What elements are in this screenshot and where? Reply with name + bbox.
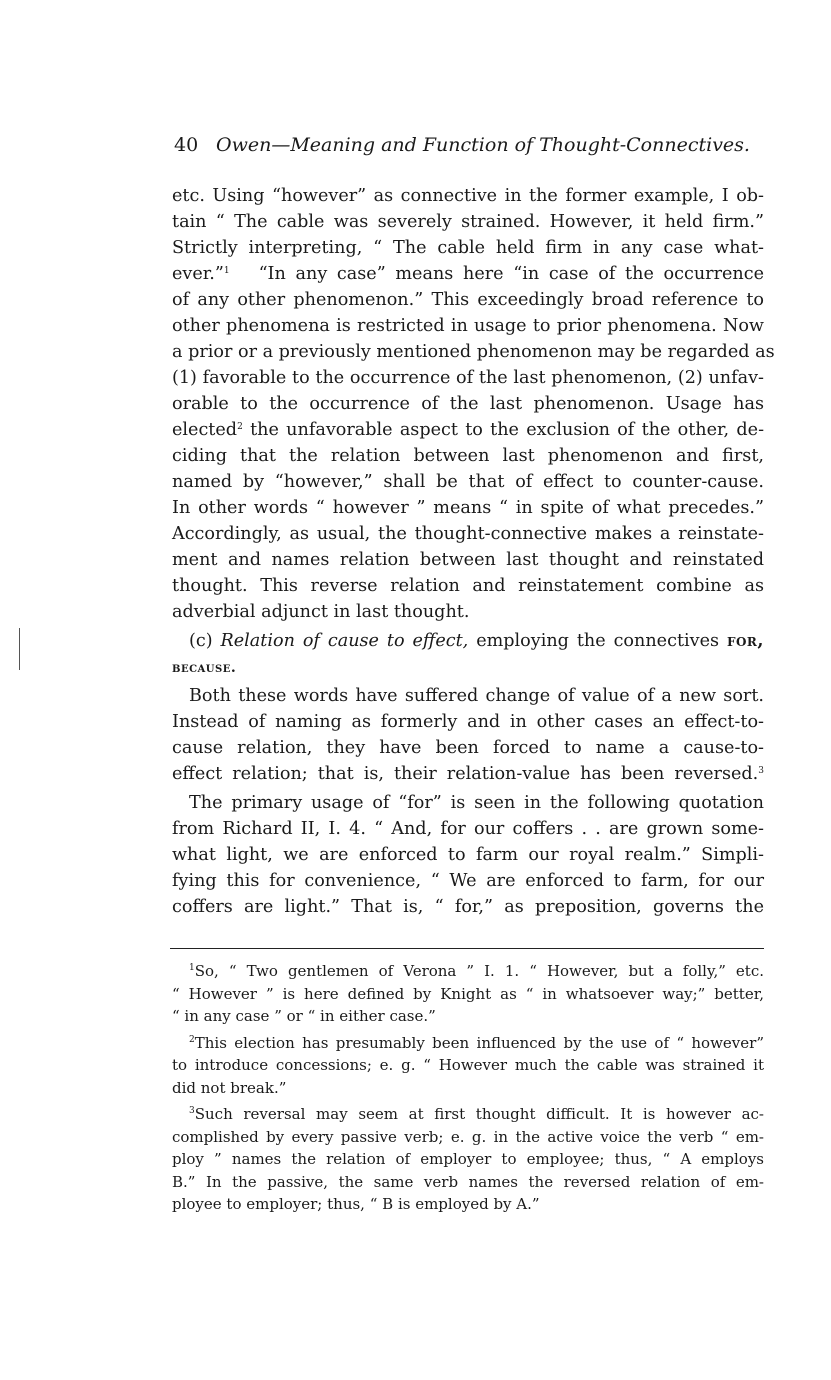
footnote-rule: [170, 948, 764, 949]
footnote-line: “ in any case ” or “ in either case.”: [172, 1007, 436, 1025]
body-line: thought. This reverse relation and reinstatement combine as: [172, 576, 764, 596]
body-text-span: “In any case” means here “in case of the occurrence: [258, 264, 764, 284]
section-title: Relation of cause to effect,: [220, 631, 469, 651]
body-text-span: the unfavorable aspect to the exclusion of the other, de-: [250, 420, 765, 440]
body-line: Instead of naming as formerly and in other cases an effect-to-: [172, 712, 764, 732]
body-line: what light, we are enforced to farm our royal realm.” Simpli-: [172, 845, 764, 865]
body-line: Strictly interpreting, “ The cable held firm in any case what-: [172, 238, 764, 258]
body-line: ciding that the relation between last phenomenon and first,: [172, 446, 764, 466]
footnote-number: 2: [189, 1034, 195, 1045]
footnote-line: B.” In the passive, the same verb names the reversed relation of em-: [172, 1172, 764, 1191]
body-line: Both these words have suffered change of value of a new sort.: [189, 686, 764, 706]
body-line: a prior or a previously mentioned phenomenon may be regarded as: [172, 342, 775, 362]
footnote-marker: 1: [223, 266, 230, 276]
body-line: coffers are light.” That is, “ for,” as preposition, governs the: [172, 897, 764, 917]
footnote-line: “ However ” is here defined by Knight as “ in whatsoever way;” better,: [172, 984, 764, 1003]
footnote-number: 1: [189, 963, 195, 973]
running-header: [174, 134, 760, 156]
body-line: fying this for convenience, “ We are enforced to farm, for our: [172, 871, 764, 891]
section-heading-line: [172, 628, 764, 654]
section-label: (c): [189, 631, 213, 651]
body-line: adverbial adjunct in last thought.: [172, 602, 470, 622]
footnote-line: did not break.”: [172, 1078, 287, 1097]
body-line: from Richard II, I. 4. “ And, for our coffers . . are grown some-: [172, 819, 764, 839]
body-line: orable to the occurrence of the last phenomenon. Usage has: [172, 394, 764, 414]
body-text-span: effect relation; that is, their relation-value has been reversed.: [172, 764, 759, 784]
body-line: of any other phenomenon.” This exceedingly broad reference to: [172, 290, 764, 310]
footnote-text: Such reversal may seem at first thought difficult. It is however ac-: [194, 1105, 764, 1123]
body-line: [172, 654, 764, 680]
body-line: other phenomena is restricted in usage to prior phenomena. Now: [172, 316, 764, 336]
footnote-text: So, “ Two gentlemen of Verona ” I. 1. “ However, but a folly,” etc.: [194, 962, 764, 980]
body-line: [172, 417, 764, 443]
footnotes: [172, 960, 764, 1216]
connective-keyword: for,: [726, 630, 765, 651]
footnote-line: ploy ” names the relation of employer to employee; thus, “ A employs: [172, 1150, 764, 1168]
scan-margin-mark: [19, 628, 20, 670]
page-number: 40: [174, 134, 199, 156]
body-line: cause relation, they have been forced to name a cause-to-: [172, 738, 764, 758]
running-title: Owen—Meaning and Function of Thought-Connectives.: [216, 134, 750, 156]
footnote-line: [172, 960, 764, 983]
footnote-line: complished by every passive verb; e. g. in the active voice the verb “ em-: [172, 1127, 764, 1146]
body-text-span: ever.”: [172, 264, 224, 284]
footnote-line: to introduce concessions; e. g. “ However much the cable was strained it: [172, 1056, 764, 1074]
footnote-line: ployee to employer; thus, “ B is employed by A.”: [172, 1195, 540, 1213]
footnote-line: [172, 1103, 764, 1126]
body-line: The primary usage of “for” is seen in the following quotation: [189, 793, 764, 813]
body-line: [172, 761, 764, 787]
body-line: tain “ The cable was severely strained. However, it held firm.”: [172, 212, 764, 232]
footnote-marker: 2: [237, 422, 243, 432]
connective-keyword: because.: [172, 660, 237, 676]
body-line: named by “however,” shall be that of effect to counter-cause.: [172, 472, 764, 492]
body-line: Accordingly, as usual, the thought-connective makes a reinstate-: [172, 524, 764, 544]
footnote-text: This election has presumably been influenced by the use of “ however”: [194, 1033, 764, 1052]
body-text: [172, 183, 775, 920]
body-line: etc. Using “however” as connective in the former example, I ob-: [172, 186, 764, 206]
footnote-marker: 3: [758, 766, 764, 776]
body-line: ment and names relation between last thought and reinstated: [172, 550, 764, 570]
body-text-span: employing the connectives: [476, 631, 720, 651]
footnote-number: 3: [189, 1106, 195, 1116]
body-text-span: elected: [172, 420, 238, 440]
body-line: (1) favorable to the occurrence of the last phenomenon, (2) unfav-: [172, 368, 764, 388]
footnote-line: [172, 1032, 764, 1055]
body-line: [172, 261, 764, 287]
body-line: In other words “ however ” means “ in spite of what precedes.”: [172, 498, 764, 518]
